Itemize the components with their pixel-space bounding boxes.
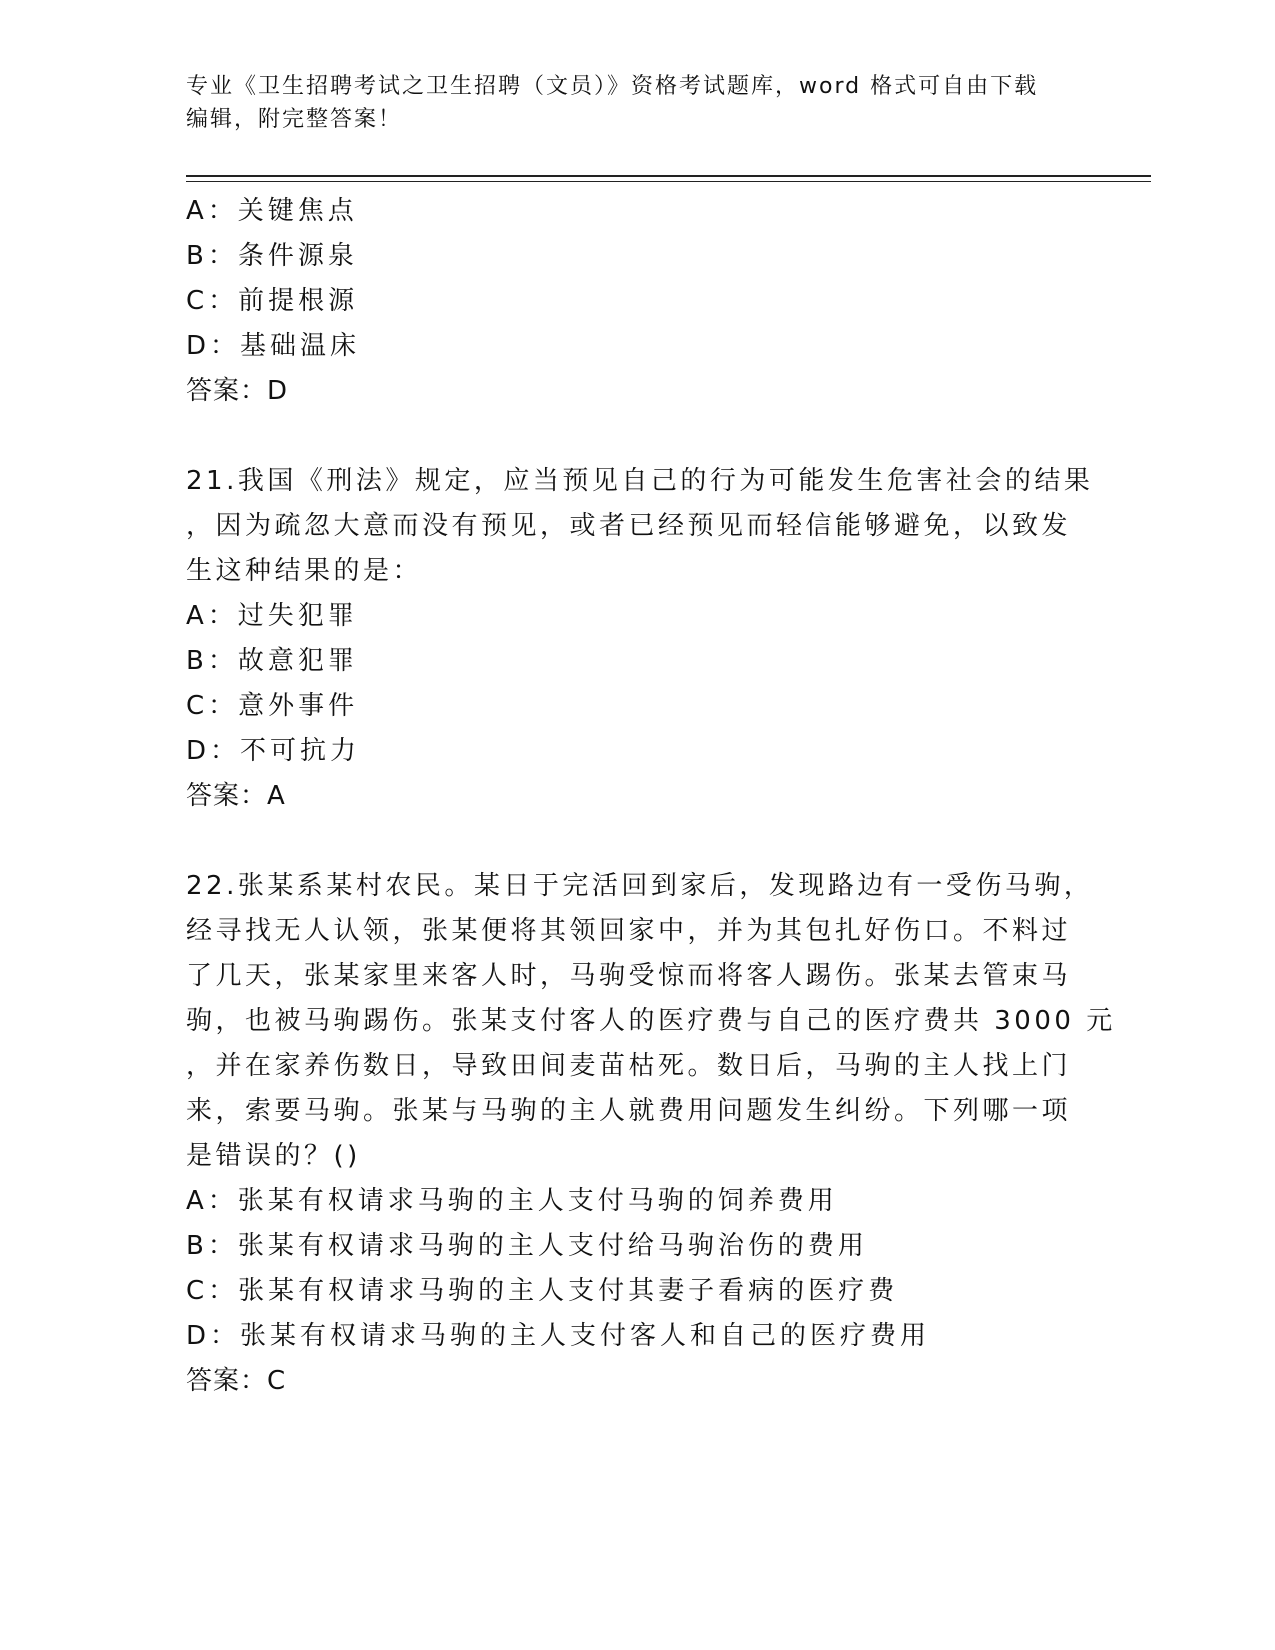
answer-line <box>186 369 1086 414</box>
option-b: B：故意犯罪 <box>186 646 358 676</box>
stem-line: 经寻找无人认领，张某便将其领回家中，并为其包扎好伤口。不料过 <box>186 916 1072 946</box>
answer-label: 答案： <box>186 1366 268 1396</box>
stem-line: 21.我国《刑法》规定，应当预见自己的行为可能发生危害社会的结果 <box>186 466 1094 496</box>
question-20-block <box>186 189 1086 414</box>
option-c: C：意外事件 <box>186 691 359 721</box>
option-a: A：过失犯罪 <box>186 601 358 631</box>
stem-line: 了几天，张某家里来客人时，马驹受惊而将客人踢伤。张某去管束马 <box>186 961 1072 991</box>
stem-line: 22.张某系某村农民。某日于完活回到家后，发现路边有一受伤马驹， <box>186 871 1094 901</box>
question-spacer <box>186 819 1086 864</box>
answer-value: C <box>267 1366 286 1396</box>
answer-line <box>186 1359 1086 1404</box>
header-line-2: 编辑，附完整答案！ <box>186 107 403 132</box>
option-d: D：不可抗力 <box>186 736 361 766</box>
question-content <box>186 189 1116 1404</box>
stem-line: 是错误的？() <box>186 1141 361 1171</box>
answer-label: 答案： <box>186 781 268 811</box>
stem-line: 生这种结果的是： <box>186 556 423 586</box>
option-d: D：张某有权请求马驹的主人支付客人和自己的医疗费用 <box>186 1321 931 1351</box>
option-b: B：条件源泉 <box>186 241 358 271</box>
option-b: B：张某有权请求马驹的主人支付给马驹治伤的费用 <box>186 1231 868 1261</box>
question-spacer <box>186 414 1086 459</box>
answer-value: A <box>267 781 285 811</box>
option-a: A：张某有权请求马驹的主人支付马驹的饲养费用 <box>186 1186 838 1216</box>
option-a: A：关键焦点 <box>186 196 358 226</box>
stem-line: 驹，也被马驹踢伤。张某支付客人的医疗费与自己的医疗费共 3000 元 <box>186 1006 1116 1036</box>
stem-line: ，并在家养伤数日，导致田间麦苗枯死。数日后，马驹的主人找上门 <box>186 1051 1072 1081</box>
option-d: D：基础温床 <box>186 331 361 361</box>
answer-label: 答案： <box>186 376 268 406</box>
answer-line <box>186 774 1086 819</box>
question-21-block <box>186 459 1094 819</box>
option-c: C：前提根源 <box>186 286 359 316</box>
document-header <box>186 70 1086 136</box>
header-line-1: 专业《卫生招聘考试之卫生招聘（文员）》资格考试题库，word 格式可自由下载 <box>186 74 1039 99</box>
header-divider-thin <box>186 181 1151 182</box>
question-stem <box>186 459 1094 594</box>
answer-value: D <box>267 376 288 406</box>
stem-line: 来，索要马驹。张某与马驹的主人就费用问题发生纠纷。下列哪一项 <box>186 1096 1072 1126</box>
question-stem <box>186 864 1116 1179</box>
question-22-block <box>186 864 1116 1404</box>
option-c: C：张某有权请求马驹的主人支付其妻子看病的医疗费 <box>186 1276 899 1306</box>
stem-line: ，因为疏忽大意而没有预见，或者已经预见而轻信能够避免，以致发 <box>186 511 1072 541</box>
header-divider-thick <box>186 175 1151 177</box>
